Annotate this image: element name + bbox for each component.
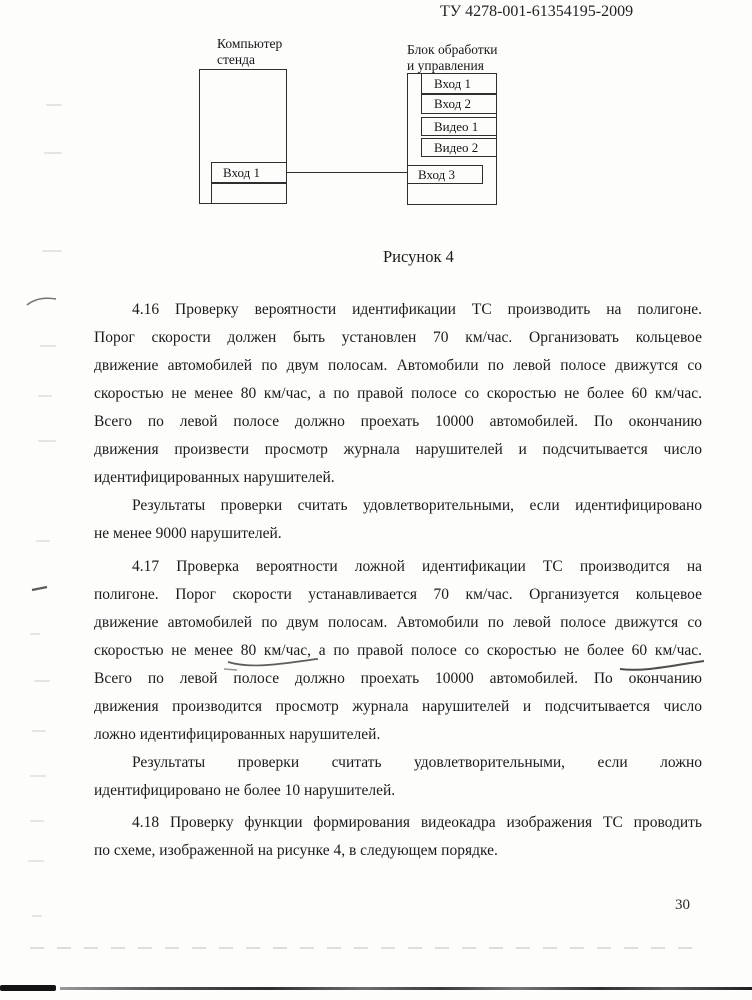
scan-smudge — [32, 915, 42, 917]
scan-smudge — [30, 775, 46, 777]
body-text — [94, 296, 702, 865]
processing-block-label-line1: Блок обработки — [407, 42, 498, 57]
text-line: Результаты проверки считать удовлетворительными, если идентифицировано — [132, 497, 702, 514]
text-line: Всего по левой полосе должно проехать 10000 автомобилей. По окончанию — [94, 413, 702, 430]
text-line: по схеме, изображенной на рисунке 4, в следующем порядке. — [94, 842, 498, 859]
scan-smudge — [42, 250, 62, 252]
scan-smudge — [38, 440, 56, 442]
computer-block-label-line1: Компьютер — [217, 36, 283, 51]
text-line: 4.16 Проверку вероятности идентификации ТС производить на полигоне. — [132, 301, 702, 318]
text-line: движение автомобилей по двум полосам. Автомобили по левой полосе движутся со — [94, 614, 702, 631]
text-line: 4.17 Проверка вероятности ложной идентификации ТС производится на — [132, 558, 702, 575]
input2-box: Вход 2 — [421, 94, 497, 114]
paragraph-4.18 — [94, 809, 702, 865]
processing-block-label-line2: и управления — [407, 58, 484, 73]
text-line: Всего по левой полосе должно проехать 10000 автомобилей. По окончанию — [94, 670, 702, 687]
scan-bottom-edge — [60, 987, 752, 990]
input3-box: Вход 3 — [407, 165, 483, 184]
text-line: 4.18 Проверку функции формирования видеокадра изображения ТС проводить — [132, 814, 702, 831]
text-line: не менее 9000 нарушителей. — [94, 525, 282, 542]
paragraph-4.16-results — [94, 492, 702, 548]
page-number: 30 — [675, 897, 690, 913]
computer-block-label — [217, 36, 282, 68]
video2-box: Видео 2 — [421, 138, 497, 157]
text-line: идентифицировано не более 10 нарушителей. — [94, 782, 396, 799]
input1-box: Вход 1 — [421, 73, 497, 94]
text-line: Результаты проверки считать удовлетворительными, если ложно — [132, 754, 702, 771]
text-line: скоростью не менее 80 км/час, а по правой полосе со скоростью не более 60 км/час. — [94, 385, 702, 402]
scan-fold-line — [30, 947, 702, 949]
text-line: движения произвести просмотр журнала нарушителей и подсчитывается число — [94, 441, 702, 458]
document-number: ТУ 4278-001-61354195-2009 — [440, 3, 634, 20]
computer-block-label-line2: стенда — [217, 52, 255, 67]
paragraph-4.17-main — [94, 553, 702, 749]
scan-smudge — [32, 730, 46, 732]
text-line: полигоне. Порог скорости устанавливается 70 км/час. Организуется кольцевое — [94, 586, 702, 603]
scan-smudge — [46, 104, 62, 106]
paragraph-4.16-main — [94, 296, 702, 492]
text-line: скоростью не менее 80 км/час, а по правой полосе со скоростью не более 60 км/час. — [94, 642, 702, 659]
text-line: Порог скорости должен быть установлен 70 км/час. Организовать кольцевое — [94, 329, 702, 346]
processing-block-label — [407, 42, 497, 74]
scan-smudge — [30, 633, 40, 635]
pencil-dash-mark — [32, 587, 47, 590]
scan-bottom-edge-dark — [0, 985, 56, 991]
scan-smudge — [30, 820, 44, 822]
paragraph-4.17-results — [94, 749, 702, 805]
scan-smudge — [44, 152, 62, 154]
text-line: движение автомобилей по двум полосам. Автомобили по левой полосе движутся со — [94, 357, 702, 374]
figure-caption: Рисунок 4 — [383, 247, 454, 266]
scan-smudge — [38, 395, 52, 397]
text-line: идентифицированных нарушителей. — [94, 469, 335, 486]
text-line: движения производится просмотр журнала нарушителей и подсчитывается число — [94, 698, 702, 715]
scan-smudge — [40, 345, 56, 347]
scan-smudge — [34, 680, 50, 682]
text-line: ложно идентифицированных нарушителей. — [94, 726, 381, 743]
computer-input-box: Вход 1 — [211, 162, 287, 183]
scan-smudge — [36, 540, 50, 542]
video1-box: Видео 1 — [421, 117, 497, 136]
pencil-tick-mark — [27, 298, 56, 305]
scan-smudge — [28, 860, 44, 862]
connection-line — [286, 172, 407, 173]
computer-empty-box — [211, 183, 287, 204]
